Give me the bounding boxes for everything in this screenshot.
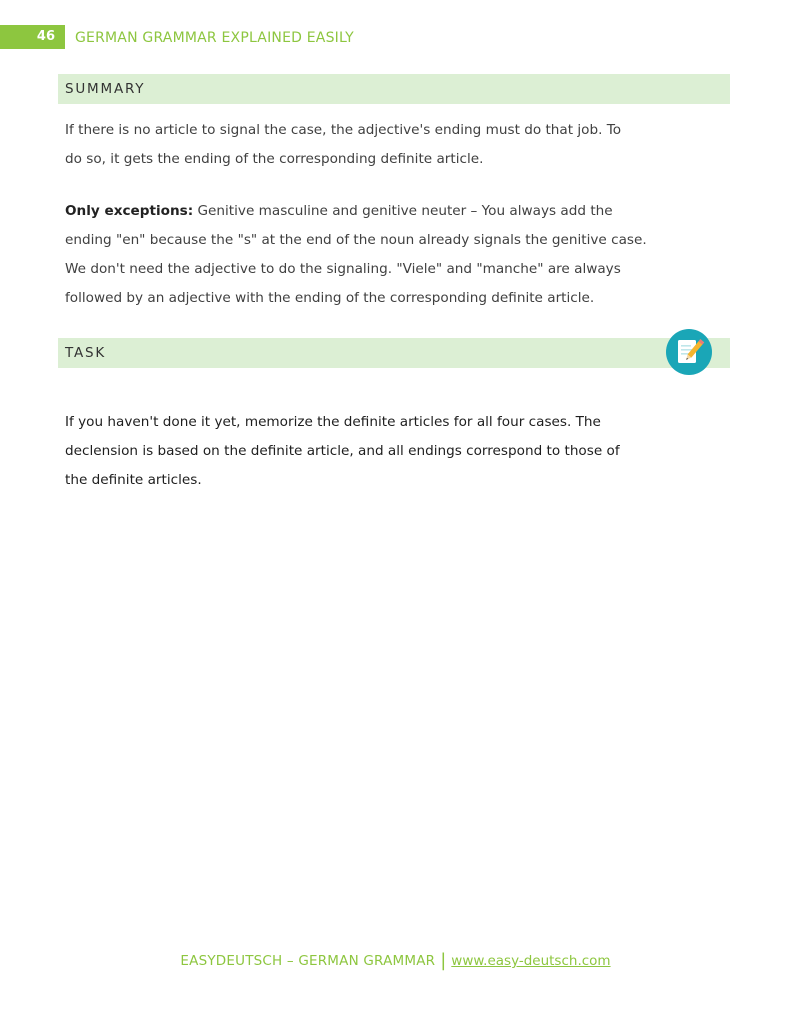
summary-paragraph-2 <box>65 197 715 313</box>
website-link[interactable]: www.easy-deutsch.com <box>451 953 611 969</box>
page-number: 46 <box>0 25 65 49</box>
footer-separator: | <box>440 950 447 971</box>
summary-p2-line: We don't need the adjective to do the signaling. "Viele" and "manche" are always <box>65 261 621 277</box>
summary-p2-line <box>65 197 715 226</box>
task-section-bar <box>58 338 730 368</box>
summary-p2-line: followed by an adjective with the ending of the corresponding definite article. <box>65 290 595 306</box>
pencil-note-icon <box>665 328 713 376</box>
summary-section-bar <box>58 74 730 104</box>
task-line: declension is based on the definite article, and all endings correspond to those of <box>65 443 620 459</box>
task-line: the definite articles. <box>65 472 202 488</box>
summary-p1-line: If there is no article to signal the case, the adjective's ending must do that job. To <box>65 122 622 138</box>
exceptions-text: Genitive masculine and genitive neuter – You always add the <box>193 203 613 219</box>
task-paragraph <box>65 408 715 495</box>
summary-p1-line: do so, it gets the ending of the corresponding definite article. <box>65 151 484 167</box>
summary-paragraph-1 <box>65 116 715 174</box>
task-line: If you haven't done it yet, memorize the definite articles for all four cases. The <box>65 414 601 430</box>
summary-heading: SUMMARY <box>65 81 146 97</box>
task-heading: TASK <box>65 345 107 361</box>
page-footer <box>0 950 791 971</box>
running-title: GERMAN GRAMMAR EXPLAINED EASILY <box>75 30 354 46</box>
summary-p2-line: ending "en" because the "s" at the end of the noun already signals the genitive case. <box>65 232 647 248</box>
exceptions-label: Only exceptions: <box>65 203 194 219</box>
page-header <box>0 25 791 49</box>
footer-brand: EASYDEUTSCH – GERMAN GRAMMAR <box>180 953 436 969</box>
